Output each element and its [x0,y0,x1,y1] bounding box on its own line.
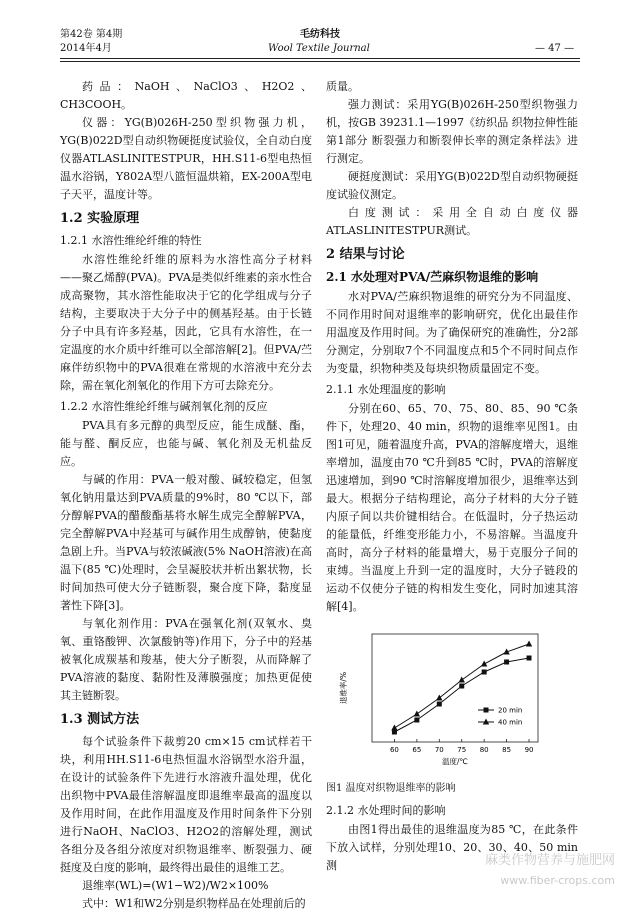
header-journal-en: Wool Textile Journal [268,43,370,54]
section-2-1-2-heading: 2.1.2 水处理时间的影响 [326,804,446,817]
header-rule-2 [60,61,580,62]
x-tick-label-4: 80 [479,746,489,754]
left-column [60,78,312,913]
header-volume: 第42卷 第4期 [60,29,123,40]
legend-marker-0 [484,708,489,713]
series-0-point-5 [504,660,509,665]
paragraph-mass: 质量。 [326,80,359,93]
paragraph-stiffness-test: 硬挺度测试：采用YG(B)022D型自动织物硬挺度试验仪测定。 [326,170,578,201]
series-0-point-2 [437,702,442,707]
x-tick-label-1: 65 [412,746,422,754]
paragraph-alkali: 与碱的作用：PVA一般对酸、碱较稳定，但氢氧化钠用量达到PVA质量的9%时，80 ℃以下，部分醇解PVA的醋酸酯基将水解生成完全醇解PVA，完全醇解PVA中羟基可与碱作用生成醇钠，使黏度急剧上升。当PVA与较浓碱液(5% NaOH溶液)在高温下(85 ℃)处理时，会呈凝胶状并析出絮状物，长时间加热可使大分子链断裂，聚合度下降，黏度显著性下降[3]。 [60,473,312,612]
paragraph-water-treatment: 水对PVA/苎麻织物退维的研究分为不同温度、不同作用时间对退维率的影响研究，优化出最佳作用温度及作用时间。为了确保研究的准确性，分2部分测定，分别取7个不同温度点和5个不同时间点作为变量，织物种类及每块织物质量固定不变。 [326,290,578,375]
section-1-2-heading: 1.2 实验原理 [60,211,140,226]
series-0-point-4 [482,670,487,675]
series-1-point-2 [436,695,442,701]
series-1-point-6 [526,641,532,647]
watermark-url: www.fiber-crops.com [500,874,615,887]
series-0-point-3 [459,684,464,689]
section-2-1-1-heading: 2.1.1 水处理温度的影响 [326,383,446,396]
figure-1-caption: 图1 温度对织物退维率的影响 [326,783,456,794]
section-2-heading: 2 结果与讨论 [326,247,405,262]
paragraph-test-method: 每个试验条件下裁剪20 cm×15 cm试样若干块，利用HH.S11-6电热恒温水浴锅型水浴升温，在设计的试验条件下先进行水溶液升温处理，优化出织物中PVA最佳溶解温度即退维率最高的温度以及作用时间，在此作用温度及作用时间条件下分别进行NaOH、NaClO3、H2O2的溶解处理，测试各组分及各组分浓度对织物退维率、断裂强力、硬挺度及白度的影响，最终得出最佳的退维工艺。 [60,735,312,874]
paragraph-oxidant: 与氧化剂作用：PVA在强氧化剂(双氧水、臭氧、重铬酸钾、次氯酸钠等)作用下，分子中的羟基被氧化成羰基和羧基，使大分子断裂，从而降解了PVA溶液的黏度、黏附性及薄膜强度；加热更促使其主链断裂。 [60,617,312,702]
series-0-point-1 [414,718,419,723]
header-rule [60,58,580,59]
section-1-3-heading: 1.3 测试方法 [60,712,140,727]
paragraph-pva-reactions: PVA具有多元醇的典型反应，能生成醚、酯，能与醛、酮反应，也能与碱、氧化剂及无机盐反应。 [60,419,312,468]
y-axis-label: 退维率/% [339,671,348,705]
section-1-2-2-heading: 1.2.2 水溶性维纶纤维与碱剂氧化剂的反应 [60,400,268,413]
series-1-point-3 [459,677,465,683]
series-1-point-0 [391,725,397,731]
series-1-point-4 [481,661,487,667]
x-tick-label-5: 85 [502,746,512,754]
paragraph-formula-note: 式中：W1和W2分别是织物样品在处理前后的 [82,897,306,910]
figure-1-chart [326,622,578,772]
header-journal-cn: 毛纺科技 [300,29,340,40]
section-2-1-heading: 2.1 水处理对PVA/苎麻织物退维的影响 [326,270,539,284]
legend-label-1: 40 min [498,718,523,727]
drugs-paragraph: 药品：NaOH、NaClO3、H2O2、CH3COOH。 [60,80,312,111]
figure-1 [326,622,578,798]
paragraph-pva-properties: 水溶性维纶纤维的原料为水溶性高分子材料——聚乙烯醇(PVA)。PVA是类似纤维素的亲水性合成高聚物，其水溶性能取决于它的化学组成与分子结构，主要取决于大分子中的侧基羟基。由于长链分子中具有许多羟基，因此，它具有水溶性，在一定温度的水介质中纤维可以全部溶解[2]。但PVA/苎麻伴纺织物中的PVA很难在常规的水溶液中充分去除，需在氧化剂氧化的作用下方可去除充分。 [60,253,312,392]
x-tick-label-2: 70 [434,746,444,754]
paragraph-whiteness-test: 白度测试：采用全自动白度仪器ATLASLINITESTPUR测试。 [326,206,578,237]
paragraph-time-effect: 由图1得出最佳的退维温度为85 ℃，在此条件下放入试样，分别处理10、20、30、40、50 min测 [326,823,578,872]
watermark-cn: 麻类作物营养与施肥网 [484,853,615,868]
legend-label-0: 20 min [498,706,523,715]
formula: 退维率(WL)=(W1−W2)/W2×100% [82,879,269,892]
x-tick-label-3: 75 [457,746,467,754]
header-date: 2014年4月 [60,43,112,54]
series-0-point-6 [527,656,532,661]
x-tick-label-0: 60 [389,746,399,754]
paragraph-temperature-effect: 分别在60、65、70、75、80、85、90 ℃条件下，处理20、40 min，织物的退维率见图1。由图1可见，随着温度升高，PVA的溶解度增大，退维率增加，温度由70 ℃升到85 ℃时，PVA的溶解度迅速增加，到90 ℃时溶解度增加很少，退维率达到最大。根据分子结构理论，高分子材料的大分子链内原子间以共价键相结合。在低温时，分子热运动的能量低，纤维变形能力小，不易溶解。当温度升高时，高分子材料的能量增大，易于克服分子间的束缚。当温度上升到一定的温度时，大分子链段的运动不仅使分子链的构相发生变化，同时加速其溶解[4]。 [326,402,578,613]
section-1-2-1-heading: 1.2.1 水溶性维纶纤维的特性 [60,234,202,247]
paragraph-strength-test: 强力测试：采用YG(B)026H-250型织物强力机，按GB 39231.1—1997《纺织品 织物拉伸性能 第1部分 断裂强力和断裂伸长率的测定条样法》进行测定。 [326,98,578,165]
instruments-paragraph: 仪器：YG(B)026H-250型织物强力机，YG(B)022D型自动织物硬挺度试验仪，全自动白度仪器ATLASLINITESTPUR，HH.S11-6型电热恒温水浴锅，Y802A型八篮恒温烘箱，EX-200A型电子天平，温度计等。 [60,116,312,201]
x-tick-label-6: 90 [524,746,534,754]
right-column [326,78,578,875]
header-page-number: — 47 — [535,43,575,54]
series-1-point-1 [414,711,420,717]
x-axis-label: 温度/℃ [442,757,468,766]
